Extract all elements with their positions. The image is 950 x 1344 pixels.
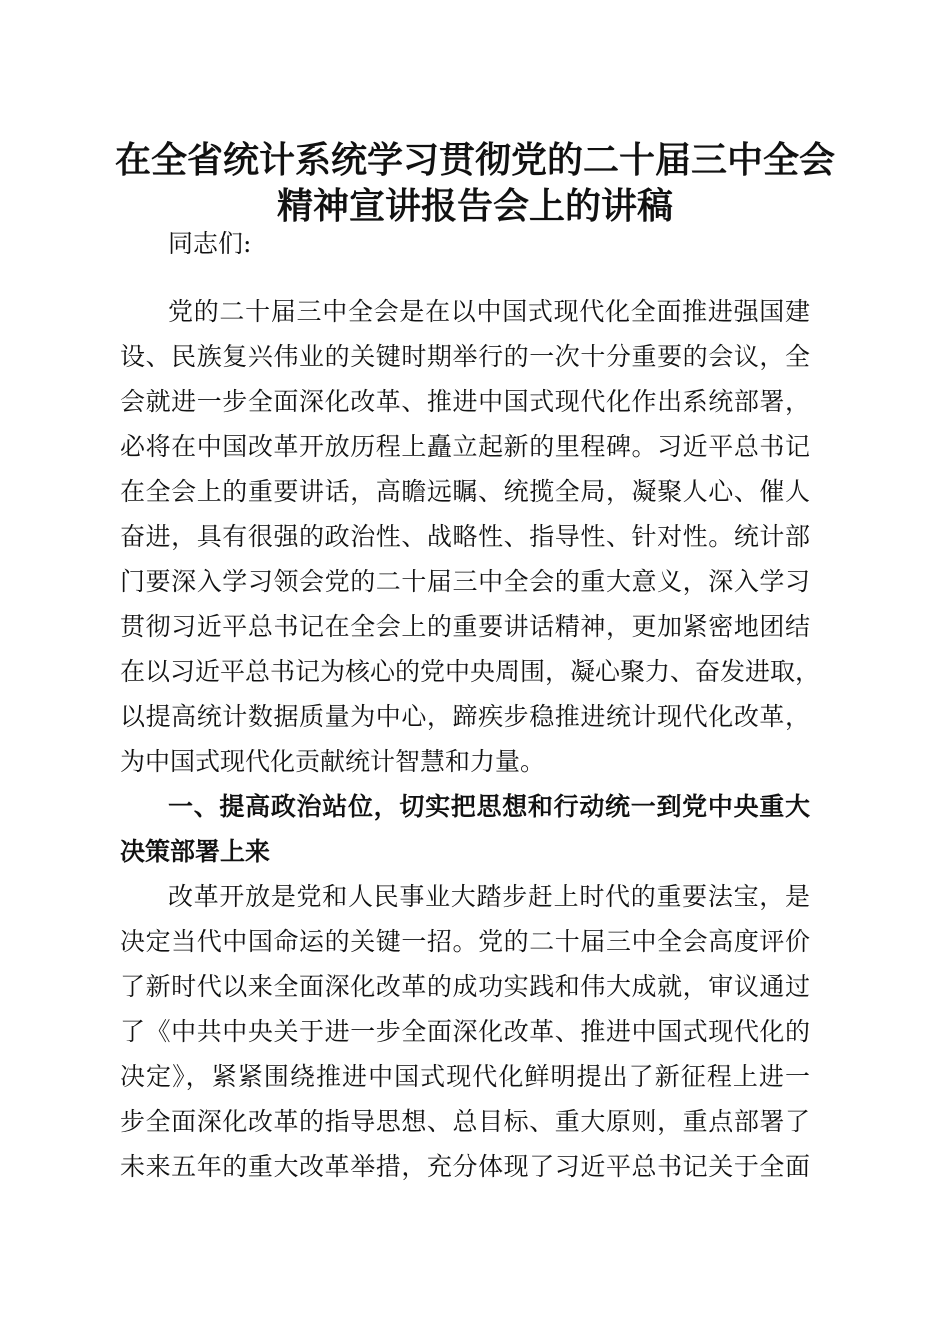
paragraph-1-line: 奋进，具有很强的政治性、战略性、指导性、针对性。统计部 bbox=[120, 522, 810, 551]
paragraph-2-line: 改革开放是党和人民事业大踏步赶上时代的重要法宝，是 bbox=[168, 882, 810, 911]
paragraph-1-line: 必将在中国改革开放历程上矗立起新的里程碑。习近平总书记 bbox=[120, 432, 810, 461]
paragraph-1-line: 贯彻习近平总书记在全会上的重要讲话精神，更加紧密地团结 bbox=[120, 612, 810, 641]
paragraph-2-line: 了新时代以来全面深化改革的成功实践和伟大成就，审议通过 bbox=[120, 972, 810, 1001]
section-heading-1-line: 决策部署上来 bbox=[120, 837, 271, 866]
salutation: 同志们: bbox=[168, 229, 252, 258]
paragraph-2-line: 未来五年的重大改革举措，充分体现了习近平总书记关于全面 bbox=[120, 1152, 810, 1181]
paragraph-1-line: 在以习近平总书记为核心的党中央周围，凝心聚力、奋发进取， bbox=[120, 657, 821, 686]
paragraph-1-line: 设、民族复兴伟业的关键时期举行的一次十分重要的会议，全 bbox=[120, 342, 810, 371]
paragraph-1-line: 以提高统计数据质量为中心，蹄疾步稳推进统计现代化改革， bbox=[120, 702, 810, 731]
section-heading-1-line: 一、提高政治站位，切实把思想和行动统一到党中央重大 bbox=[168, 792, 810, 821]
paragraph-1-line: 为中国式现代化贡献统计智慧和力量。 bbox=[120, 747, 546, 776]
paragraph-1-line: 党的二十届三中全会是在以中国式现代化全面推进强国建 bbox=[168, 297, 810, 326]
document-title-line-1: 在全省统计系统学习贯彻党的二十届三中全会 bbox=[114, 139, 835, 181]
document-title-line-2: 精神宣讲报告会上的讲稿 bbox=[276, 185, 673, 227]
paragraph-2-line: 了《中共中央关于进一步全面深化改革、推进中国式现代化的 bbox=[120, 1017, 810, 1046]
paragraph-2-line: 步全面深化改革的指导思想、总目标、重大原则，重点部署了 bbox=[120, 1107, 810, 1136]
paragraph-1-line: 门要深入学习领会党的二十届三中全会的重大意义，深入学习 bbox=[120, 567, 810, 596]
paragraph-2-line: 决定》，紧紧围绕推进中国式现代化鲜明提出了新征程上进一 bbox=[120, 1062, 810, 1091]
paragraph-2-line: 决定当代中国命运的关键一招。党的二十届三中全会高度评价 bbox=[120, 927, 810, 956]
paragraph-1-line: 在全会上的重要讲话，高瞻远瞩、统揽全局，凝聚人心、催人 bbox=[120, 477, 810, 506]
paragraph-1-line: 会就进一步全面深化改革、推进中国式现代化作出系统部署， bbox=[120, 387, 810, 416]
